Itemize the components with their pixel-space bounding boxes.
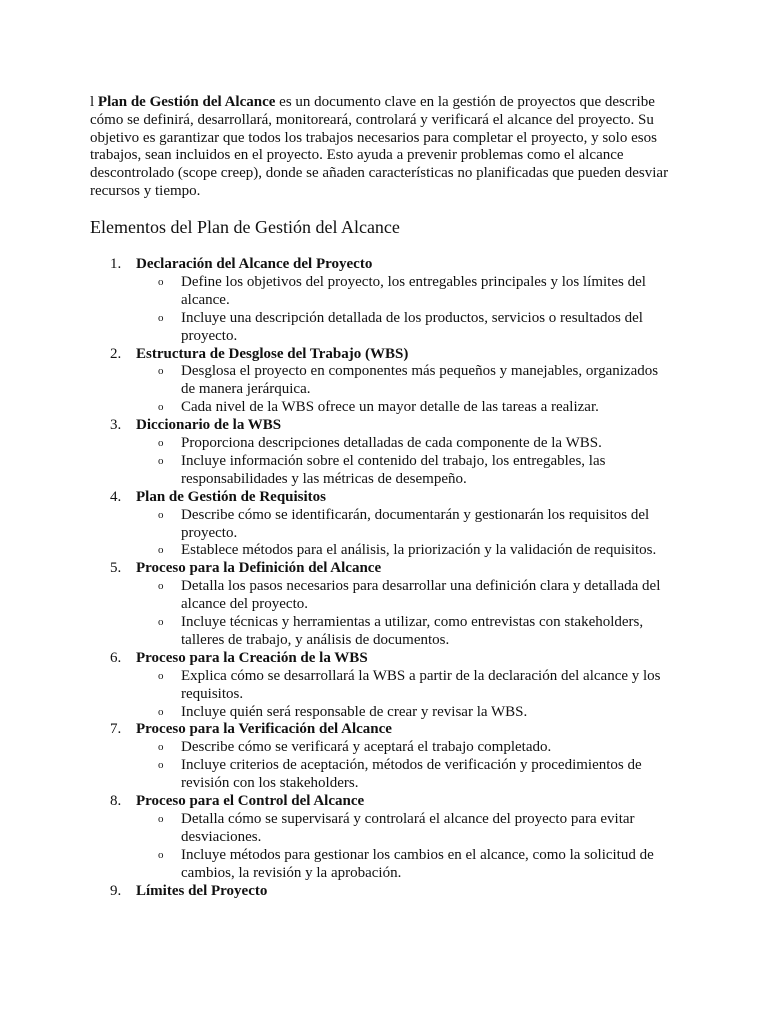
list-item-title: Proceso para la Definición del Alcance (136, 560, 382, 577)
intro-paragraph (90, 94, 690, 201)
sub-list-item (0, 435, 768, 453)
list-item-header (0, 883, 768, 901)
list-item-title: Diccionario de la WBS (136, 417, 282, 434)
sub-list (0, 507, 768, 561)
list-item-number: 5. (110, 560, 122, 577)
list-item-title: Estructura de Desglose del Trabajo (WBS) (136, 345, 409, 362)
sub-list-item-text: Incluye criterios de aceptación, métodos de verificación y procedimientos de revisión con los stakeholders. (181, 757, 642, 792)
sub-list-item-text: Cada nivel de la WBS ofrece un mayor detalle de las tareas a realizar. (181, 399, 599, 416)
sub-list-item (0, 811, 768, 847)
sub-list-item (0, 542, 768, 560)
list-item-number: 6. (110, 649, 122, 666)
sub-list-item-text: Describe cómo se identificarán, documentarán y gestionarán los requisitos del proyecto. (181, 506, 650, 541)
list-item-header (0, 650, 768, 668)
circle-bullet-icon: o (158, 848, 164, 861)
intro-lead: l (90, 94, 98, 110)
list-item (0, 489, 768, 561)
list-item-number: 4. (110, 488, 122, 505)
section-heading: Elementos del Plan de Gestión del Alcance (90, 217, 400, 237)
list-item-title: Declaración del Alcance del Proyecto (136, 256, 373, 272)
sub-list (0, 668, 768, 722)
list-item-header (0, 489, 768, 507)
sub-list-item (0, 578, 768, 614)
list-item-title: Plan de Gestión de Requisitos (136, 488, 327, 505)
sub-list-item (0, 614, 768, 650)
sub-list-item-text: Incluye técnicas y herramientas a utilizar, como entrevistas con stakeholders, talleres de trabajo, y análisis de documentos. (181, 614, 644, 648)
sub-list-item-text: Incluye quién será responsable de crear y revisar la WBS. (181, 703, 528, 720)
sub-list-item-text: Incluye una descripción detallada de los productos, servicios o resultados del proyecto. (181, 309, 643, 344)
circle-bullet-icon: o (158, 759, 164, 772)
list-item (0, 650, 768, 722)
sub-list-item-text: Proporciona descripciones detalladas de cada componente de la WBS. (181, 435, 602, 452)
intro-bold-term: Plan de Gestión del Alcance (97, 94, 276, 110)
list-item-header (0, 560, 768, 578)
list-item (0, 560, 768, 650)
sub-list (0, 811, 768, 883)
sub-list-item-text: Incluye métodos para gestionar los cambios en el alcance, como la solicitud de cambios, la revisión y la aprobación. (181, 846, 654, 881)
list-item-title: Proceso para la Creación de la WBS (136, 649, 368, 666)
list-item (0, 256, 768, 346)
sub-list-item-text: Explica cómo se desarrollará la WBS a partir de la declaración del alcance y los requisitos. (181, 667, 661, 702)
sub-list-item-text: Define los objetivos del proyecto, los entregables principales y los límites del alcance. (181, 273, 646, 308)
sub-list-item-text: Incluye información sobre el contenido del trabajo, los entregables, las responsabilidades y las métricas de desempeño. (181, 452, 606, 487)
list-item (0, 346, 768, 418)
list-item-title: Proceso para el Control del Alcance (136, 793, 365, 810)
sub-list-item-text: Detalla cómo se supervisará y controlará el alcance del proyecto para evitar desviaciones. (181, 810, 635, 845)
sub-list (0, 363, 768, 417)
circle-bullet-icon: o (158, 311, 164, 324)
list-item (0, 883, 768, 901)
sub-list-item (0, 363, 768, 399)
sub-list-item-text: Detalla los pasos necesarios para desarrollar una definición clara y detallada del alcance del proyecto. (181, 578, 661, 613)
circle-bullet-icon: o (158, 275, 164, 288)
circle-bullet-icon: o (158, 401, 164, 414)
circle-bullet-icon: o (158, 544, 164, 557)
circle-bullet-icon: o (158, 705, 164, 718)
list-item-number: 1. (110, 256, 122, 272)
list-item-number: 8. (110, 793, 122, 810)
list-item-number: 7. (110, 721, 122, 738)
sub-list-item-text: Desglosa el proyecto en componentes más pequeños y manejables, organizados de manera jerárquica. (181, 363, 659, 398)
list-item-header (0, 417, 768, 435)
list-item-title: Límites del Proyecto (136, 882, 268, 899)
sub-list (0, 578, 768, 650)
list-item-number: 2. (110, 345, 122, 362)
sub-list-item (0, 399, 768, 417)
sub-list-item (0, 739, 768, 757)
circle-bullet-icon: o (158, 580, 164, 593)
sub-list (0, 739, 768, 793)
list-item-header (0, 793, 768, 811)
intro-text: es un documento clave en la gestión de proyectos que describe cómo se definirá, desarrollará, monitoreará, controlará y verificará el alcance del proyecto. Su objetivo es garantizar que todos los trabajos necesarios para completar el proyecto, y solo esos trabajos, sean incluidos en el proyecto. Esto ayuda a prevenir problemas como el alcance descontrolado (scope creep), donde se añaden características no planificadas que pueden desviar recursos y tiempo. (90, 94, 669, 199)
list-item-header (0, 721, 768, 739)
sub-list-item (0, 453, 768, 489)
list-item (0, 417, 768, 489)
sub-list-item (0, 507, 768, 543)
list-item-header (0, 346, 768, 364)
circle-bullet-icon: o (158, 508, 164, 521)
list-item (0, 793, 768, 883)
circle-bullet-icon: o (158, 669, 164, 682)
circle-bullet-icon: o (158, 812, 164, 825)
sub-list-item (0, 704, 768, 722)
circle-bullet-icon: o (158, 365, 164, 378)
list-item-header (0, 256, 768, 274)
circle-bullet-icon: o (158, 741, 164, 754)
circle-bullet-icon: o (158, 616, 164, 629)
circle-bullet-icon: o (158, 437, 164, 450)
elements-list (0, 256, 768, 900)
sub-list (0, 274, 768, 346)
sub-list-item (0, 274, 768, 310)
sub-list-item-text: Establece métodos para el análisis, la priorización y la validación de requisitos. (181, 542, 657, 559)
sub-list (0, 435, 768, 489)
sub-list-item (0, 757, 768, 793)
circle-bullet-icon: o (158, 454, 164, 467)
sub-list-item (0, 310, 768, 346)
sub-list-item-text: Describe cómo se verificará y aceptará el trabajo completado. (181, 739, 552, 756)
sub-list-item (0, 847, 768, 883)
list-item-number: 3. (110, 417, 122, 434)
list-item (0, 721, 768, 793)
list-item-title: Proceso para la Verificación del Alcance (136, 721, 392, 738)
list-item-number: 9. (110, 882, 122, 899)
sub-list-item (0, 668, 768, 704)
